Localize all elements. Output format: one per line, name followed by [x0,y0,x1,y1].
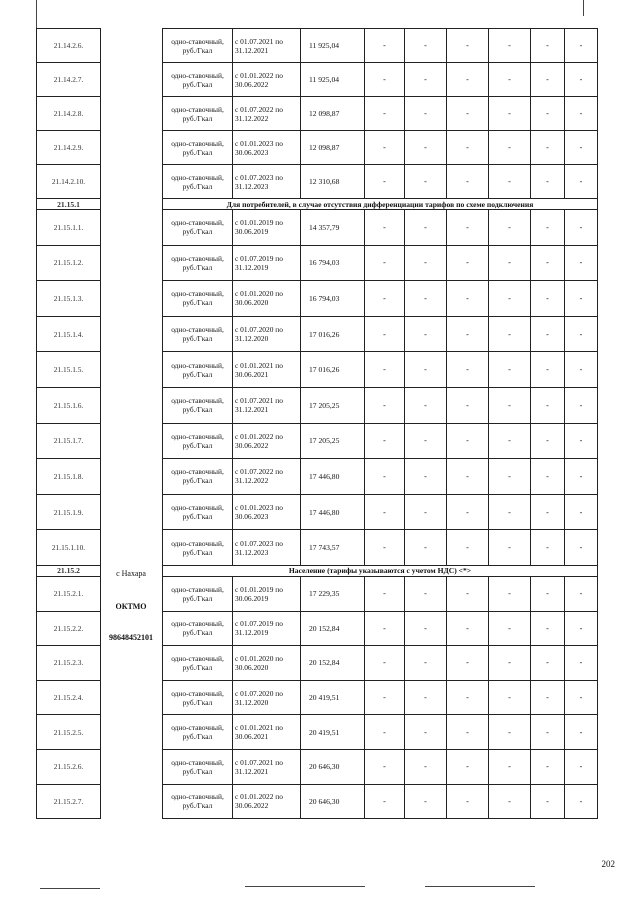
tariff-value: 14 357,79 [301,210,365,246]
empty-value-dash: - [447,131,489,165]
empty-value-dash: - [405,387,447,423]
row-number: 21.15.1.8. [37,459,101,495]
row-number: 21.15.1.5. [37,352,101,388]
empty-value-dash: - [365,245,405,281]
empty-value-dash: - [447,245,489,281]
empty-value-dash: - [565,352,598,388]
tariff-value: 20 419,51 [301,680,365,715]
empty-value-dash: - [489,387,531,423]
row-number: 21.15.2.7. [37,784,101,819]
empty-value-dash: - [447,530,489,566]
tariff-unit: одно-ставочный, руб./Гкал [163,530,233,566]
empty-value-dash: - [531,352,565,388]
empty-value-dash: - [447,423,489,459]
tariff-period: с 01.07.2023 по 31.12.2023 [233,165,301,199]
empty-value-dash: - [447,680,489,715]
empty-value-dash: - [447,576,489,611]
tariff-unit: одно-ставочный, руб./Гкал [163,316,233,352]
empty-value-dash: - [405,646,447,681]
row-number: 21.15.1.6. [37,387,101,423]
tariff-period: с 01.01.2021 по 30.06.2021 [233,352,301,388]
empty-value-dash: - [405,165,447,199]
empty-value-dash: - [405,97,447,131]
empty-value-dash: - [365,131,405,165]
empty-value-dash: - [531,97,565,131]
tariff-period: с 01.01.2019 по 30.06.2019 [233,210,301,246]
empty-value-dash: - [489,680,531,715]
empty-value-dash: - [489,352,531,388]
tariff-period: с 01.01.2021 по 30.06.2021 [233,715,301,750]
row-number: 21.15.2.1. [37,576,101,611]
tariff-period: с 01.07.2021 по 31.12.2021 [233,749,301,784]
tariff-value: 11 925,04 [301,63,365,97]
section-21-15-1 [37,199,598,210]
tariff-unit: одно-ставочный, руб./Гкал [163,749,233,784]
empty-value-dash: - [447,210,489,246]
empty-value-dash: - [365,576,405,611]
empty-value-dash: - [565,210,598,246]
tariff-period: с 01.01.2022 по 30.06.2022 [233,784,301,819]
empty-value-dash: - [489,494,531,530]
empty-value-dash: - [365,784,405,819]
empty-value-dash: - [565,715,598,750]
tariff-period: с 01.01.2020 по 30.06.2020 [233,646,301,681]
empty-value-dash: - [531,784,565,819]
empty-value-dash: - [405,749,447,784]
empty-value-dash: - [531,459,565,495]
empty-value-dash: - [365,459,405,495]
section-number: 21.15.2 [37,565,101,576]
empty-value-dash: - [489,29,531,63]
empty-value-dash: - [489,459,531,495]
empty-value-dash: - [447,611,489,646]
tariff-unit: одно-ставочный, руб./Гкал [163,576,233,611]
tariff-value: 17 229,35 [301,576,365,611]
tariff-unit: одно-ставочный, руб./Гкал [163,165,233,199]
empty-value-dash: - [565,749,598,784]
tariff-period: с 01.01.2020 по 30.06.2020 [233,281,301,317]
empty-value-dash: - [447,749,489,784]
row-number: 21.15.2.3. [37,646,101,681]
empty-value-dash: - [489,423,531,459]
table-row [37,29,598,63]
empty-value-dash: - [489,646,531,681]
row-number: 21.15.1.4. [37,316,101,352]
tariff-value: 20 419,51 [301,715,365,750]
empty-value-dash: - [489,165,531,199]
empty-value-dash: - [447,63,489,97]
tariff-value: 12 098,87 [301,97,365,131]
empty-value-dash: - [565,680,598,715]
empty-value-dash: - [365,63,405,97]
section-title: Население (тарифы указываются с учетом НДС) <*> [163,565,598,576]
row-number: 21.14.2.7. [37,63,101,97]
tariff-value: 20 646,30 [301,749,365,784]
empty-value-dash: - [565,131,598,165]
empty-value-dash: - [489,576,531,611]
row-number: 21.14.2.8. [37,97,101,131]
tariff-period: с 01.01.2022 по 30.06.2022 [233,63,301,97]
row-number: 21.15.1.7. [37,423,101,459]
tariff-period: с 01.07.2023 по 31.12.2023 [233,530,301,566]
empty-value-dash: - [447,784,489,819]
tariff-period: с 01.07.2019 по 31.12.2019 [233,245,301,281]
empty-value-dash: - [565,646,598,681]
tariff-unit: одно-ставочный, руб./Гкал [163,715,233,750]
empty-value-dash: - [565,530,598,566]
empty-value-dash: - [489,715,531,750]
row-number: 21.14.2.10. [37,165,101,199]
empty-value-dash: - [365,352,405,388]
tariff-period: с 01.07.2020 по 31.12.2020 [233,316,301,352]
row-number: 21.15.2.6. [37,749,101,784]
empty-value-dash: - [565,281,598,317]
tariff-period: с 01.07.2019 по 31.12.2019 [233,611,301,646]
empty-value-dash: - [531,29,565,63]
empty-value-dash: - [405,352,447,388]
tariff-value: 17 016,26 [301,316,365,352]
empty-value-dash: - [489,245,531,281]
empty-value-dash: - [405,576,447,611]
empty-value-dash: - [405,530,447,566]
scan-artifact-line [245,886,365,887]
empty-value-dash: - [405,245,447,281]
row-number: 21.15.1.1. [37,210,101,246]
oktmo-label: ОКТМО [115,602,147,611]
empty-value-dash: - [531,611,565,646]
empty-value-dash: - [405,131,447,165]
empty-value-dash: - [365,715,405,750]
empty-value-dash: - [365,680,405,715]
empty-value-dash: - [531,423,565,459]
oktmo-code: 98648452101 [109,633,153,642]
scan-artifact-line [36,0,37,28]
empty-value-dash: - [531,281,565,317]
tariff-table-page [36,28,597,819]
row-number: 21.15.1.2. [37,245,101,281]
empty-value-dash: - [447,494,489,530]
organization-cell [101,210,163,566]
empty-value-dash: - [405,715,447,750]
tariff-value: 20 646,30 [301,784,365,819]
empty-value-dash: - [531,131,565,165]
empty-value-dash: - [565,611,598,646]
empty-value-dash: - [531,387,565,423]
tariff-unit: одно-ставочный, руб./Гкал [163,210,233,246]
empty-value-dash: - [531,63,565,97]
empty-value-dash: - [565,576,598,611]
tariff-unit: одно-ставочный, руб./Гкал [163,611,233,646]
empty-value-dash: - [565,459,598,495]
empty-value-dash: - [365,611,405,646]
scan-artifact-line [425,886,535,887]
empty-value-dash: - [405,494,447,530]
empty-value-dash: - [405,210,447,246]
empty-value-dash: - [489,97,531,131]
empty-value-dash: - [365,210,405,246]
scan-artifact-line [583,0,584,16]
tariff-unit: одно-ставочный, руб./Гкал [163,131,233,165]
tariff-unit: одно-ставочный, руб./Гкал [163,352,233,388]
empty-value-dash: - [565,63,598,97]
empty-value-dash: - [489,281,531,317]
tariff-value: 17 205,25 [301,423,365,459]
empty-value-dash: - [531,494,565,530]
tariff-period: с 01.01.2023 по 30.06.2023 [233,494,301,530]
tariff-period: с 01.07.2020 по 31.12.2020 [233,680,301,715]
tariff-unit: одно-ставочный, руб./Гкал [163,680,233,715]
empty-value-dash: - [447,316,489,352]
empty-value-dash: - [405,611,447,646]
tariff-unit: одно-ставочный, руб./Гкал [163,63,233,97]
row-number: 21.15.1.3. [37,281,101,317]
tariff-unit: одно-ставочный, руб./Гкал [163,29,233,63]
empty-value-dash: - [531,316,565,352]
empty-value-dash: - [489,749,531,784]
empty-value-dash: - [489,131,531,165]
empty-value-dash: - [447,715,489,750]
empty-value-dash: - [405,63,447,97]
row-number: 21.15.1.10. [37,530,101,566]
empty-value-dash: - [565,245,598,281]
empty-value-dash: - [365,281,405,317]
tariff-unit: одно-ставочный, руб./Гкал [163,97,233,131]
empty-value-dash: - [531,749,565,784]
tariff-value: 17 446,80 [301,459,365,495]
empty-value-dash: - [447,281,489,317]
empty-value-dash: - [531,165,565,199]
empty-value-dash: - [365,29,405,63]
empty-value-dash: - [447,352,489,388]
empty-value-dash: - [531,245,565,281]
empty-value-dash: - [447,165,489,199]
empty-value-dash: - [489,316,531,352]
tariff-unit: одно-ставочный, руб./Гкал [163,494,233,530]
tariff-value: 17 016,26 [301,352,365,388]
row-number: 21.15.2.5. [37,715,101,750]
empty-value-dash: - [365,423,405,459]
tariff-value: 17 205,25 [301,387,365,423]
empty-value-dash: - [565,423,598,459]
row-number: 21.14.2.6. [37,29,101,63]
empty-value-dash: - [405,423,447,459]
empty-value-dash: - [531,210,565,246]
tariff-period: с 01.01.2023 по 30.06.2023 [233,131,301,165]
empty-value-dash: - [531,530,565,566]
tariff-period: с 01.01.2022 по 30.06.2022 [233,423,301,459]
tariff-value: 17 446,80 [301,494,365,530]
empty-value-dash: - [489,210,531,246]
empty-value-dash: - [565,494,598,530]
empty-value-dash: - [531,680,565,715]
organization-block [100,568,162,643]
empty-value-dash: - [365,387,405,423]
locality-name: с Нахара [116,569,146,578]
empty-value-dash: - [447,459,489,495]
empty-value-dash: - [565,387,598,423]
empty-value-dash: - [531,646,565,681]
tariff-period: с 01.07.2021 по 31.12.2021 [233,29,301,63]
tariff-unit: одно-ставочный, руб./Гкал [163,646,233,681]
row-number: 21.15.1.9. [37,494,101,530]
tariff-value: 16 794,03 [301,245,365,281]
empty-value-dash: - [565,784,598,819]
tariff-table [36,28,598,819]
empty-value-dash: - [405,459,447,495]
empty-value-dash: - [447,29,489,63]
empty-value-dash: - [365,749,405,784]
tariff-value: 12 310,68 [301,165,365,199]
tariff-period: с 01.07.2022 по 31.12.2022 [233,97,301,131]
empty-value-dash: - [489,784,531,819]
row-number: 21.14.2.9. [37,131,101,165]
empty-value-dash: - [565,316,598,352]
table-row [37,210,598,246]
section-number: 21.15.1 [37,199,101,210]
row-number: 21.15.2.4. [37,680,101,715]
empty-value-dash: - [565,29,598,63]
tariff-value: 11 925,04 [301,29,365,63]
row-number: 21.15.2.2. [37,611,101,646]
organization-cell [101,29,163,199]
empty-value-dash: - [531,715,565,750]
empty-value-dash: - [405,784,447,819]
section-title: Для потребителей, в случае отсутствия дифференциации тарифов по схеме подключения [163,199,598,210]
empty-value-dash: - [365,97,405,131]
tariff-period: с 01.01.2019 по 30.06.2019 [233,576,301,611]
org-spacer [101,199,163,210]
empty-value-dash: - [531,576,565,611]
tariff-value: 12 098,87 [301,131,365,165]
tariff-value: 16 794,03 [301,281,365,317]
empty-value-dash: - [489,611,531,646]
tariff-value: 20 152,84 [301,646,365,681]
tariff-unit: одно-ставочный, руб./Гкал [163,387,233,423]
page-number: 202 [601,859,615,869]
empty-value-dash: - [405,316,447,352]
empty-value-dash: - [405,281,447,317]
tariff-period: с 01.07.2021 по 31.12.2021 [233,387,301,423]
empty-value-dash: - [447,387,489,423]
tariff-unit: одно-ставочный, руб./Гкал [163,281,233,317]
tariff-period: с 01.07.2022 по 31.12.2022 [233,459,301,495]
empty-value-dash: - [365,316,405,352]
empty-value-dash: - [489,530,531,566]
rows-group-21-15-1 [37,210,598,566]
empty-value-dash: - [365,646,405,681]
tariff-value: 17 743,57 [301,530,365,566]
tariff-value: 20 152,84 [301,611,365,646]
empty-value-dash: - [365,494,405,530]
empty-value-dash: - [365,165,405,199]
rows-group-21-14-2 [37,29,598,199]
empty-value-dash: - [489,63,531,97]
empty-value-dash: - [565,165,598,199]
tariff-unit: одно-ставочный, руб./Гкал [163,459,233,495]
empty-value-dash: - [405,29,447,63]
empty-value-dash: - [365,530,405,566]
empty-value-dash: - [405,680,447,715]
scan-artifact-line [40,888,100,889]
tariff-unit: одно-ставочный, руб./Гкал [163,423,233,459]
empty-value-dash: - [447,646,489,681]
empty-value-dash: - [447,97,489,131]
tariff-unit: одно-ставочный, руб./Гкал [163,245,233,281]
tariff-unit: одно-ставочный, руб./Гкал [163,784,233,819]
empty-value-dash: - [565,97,598,131]
